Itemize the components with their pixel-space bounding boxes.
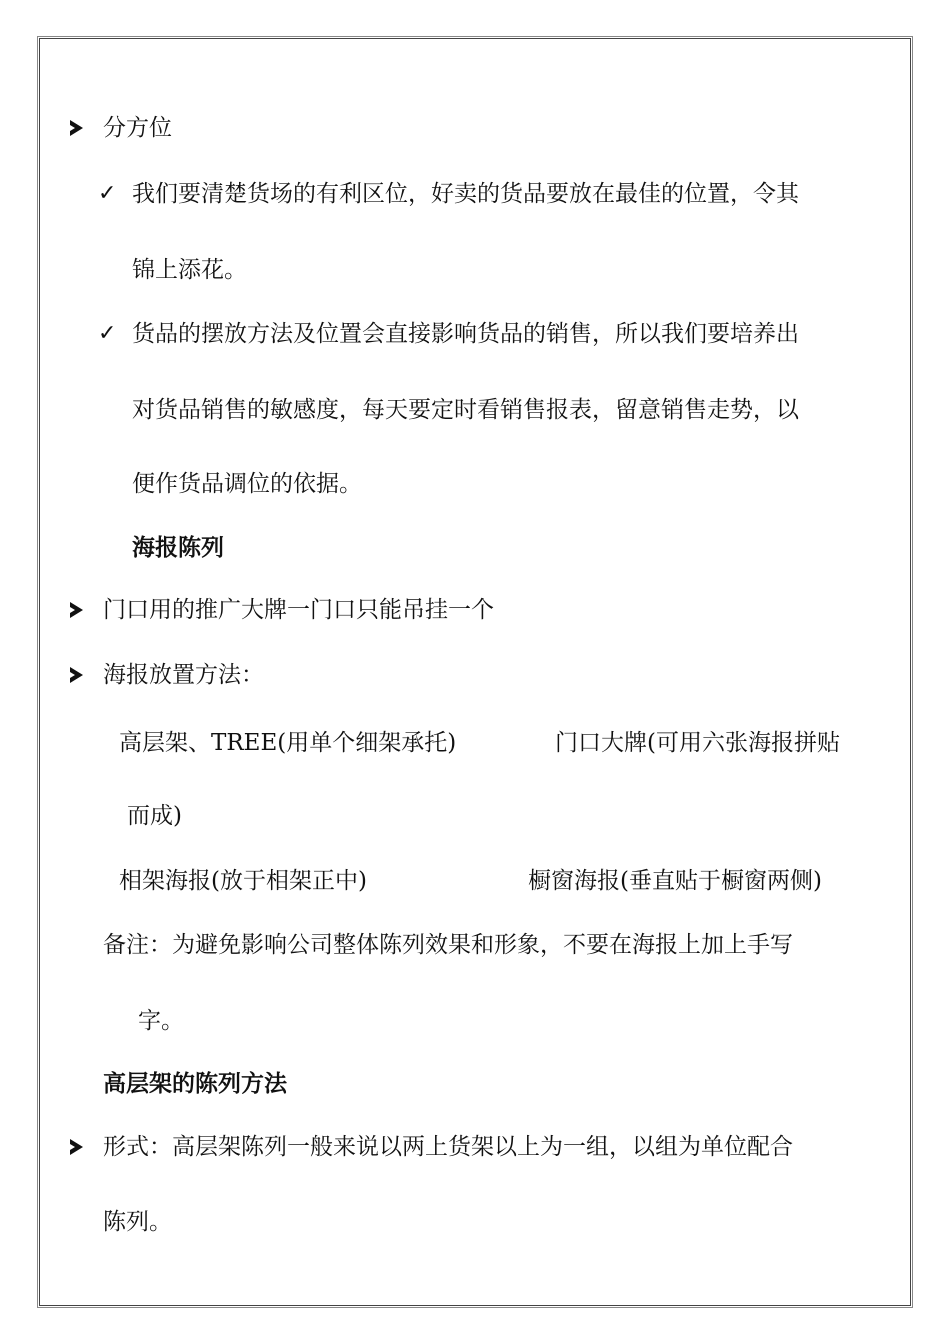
arrow-bullet-icon [70,602,83,618]
check-item-1-line-1: 我们要清楚货场的有利区位，好卖的货品要放在最佳的位置，令其 [132,181,799,207]
high-shelf-bullet-line-1: 形式：高层架陈列一般来说以两上货架以上为一组，以组为单位配合 [103,1134,793,1160]
section-title-high-shelf-method: 高层架的陈列方法 [103,1071,287,1097]
section-heading-direction: 分方位 [103,115,172,141]
check-bullet-icon: ✓ [98,321,117,346]
placement-frame-poster: 相架海报(放于相架正中) [119,868,367,894]
arrow-bullet-icon [70,120,83,136]
poster-bullet-2: 海报放置方法： [103,662,264,688]
check-item-2-line-3: 便作货品调位的依据。 [132,471,362,497]
poster-note-line-1: 备注：为避免影响公司整体陈列效果和形象，不要在海报上加上手写 [103,932,793,958]
arrow-bullet-icon [70,1139,83,1155]
poster-note-line-2: 字。 [138,1008,184,1034]
check-item-2-line-2: 对货品销售的敏感度，每天要定时看销售报表，留意销售走势，以 [132,397,799,423]
arrow-bullet-icon [70,667,83,683]
check-item-2-line-1: 货品的摆放方法及位置会直接影响货品的销售，所以我们要培养出 [132,321,799,347]
check-item-1-line-2: 锦上添花。 [132,257,247,283]
placement-high-shelf: 高层架、TREE(用单个细架承托) [119,730,457,756]
high-shelf-bullet-line-2: 陈列。 [103,1209,172,1235]
placement-door-sign-cont: 而成) [127,803,182,829]
poster-bullet-1: 门口用的推广大牌一门口只能吊挂一个 [103,597,494,623]
section-title-poster-display: 海报陈列 [132,535,224,561]
placement-window-poster: 橱窗海报(垂直贴于橱窗两侧) [528,868,822,894]
placement-door-sign: 门口大牌(可用六张海报拼贴 [555,730,840,756]
check-bullet-icon: ✓ [98,181,117,206]
